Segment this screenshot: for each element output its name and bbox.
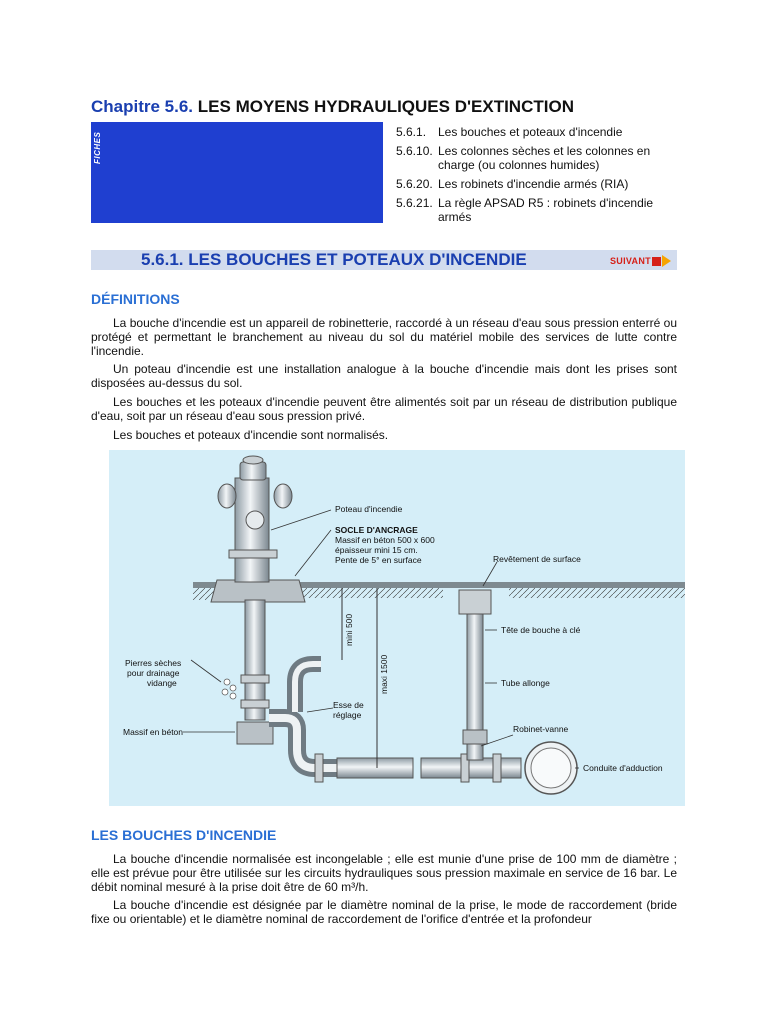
toc-number: 5.6.10. — [396, 144, 433, 158]
label-massif: Massif en béton — [123, 727, 184, 737]
toc-text: Les bouches et poteaux d'incendie — [438, 125, 623, 139]
next-button[interactable] — [610, 255, 671, 267]
label-socle-line-3: Pente de 5° en surface — [335, 555, 422, 565]
toc-text: La règle APSAD R5 : robinets d'incendie armés — [438, 196, 654, 224]
fiches-label: FICHES — [93, 131, 102, 164]
label-pierres-line-3: vidange — [147, 678, 177, 688]
label-robinet: Robinet-vanne — [513, 724, 569, 734]
toc-text: Les colonnes sèches et les colonnes en charge (ou colonnes humides) — [438, 144, 651, 172]
definition-paragraph: Les bouches et les poteaux d'incendie peuvent être alimentés soit par un réseau de distribution publique d'eau, soit par un réseau d'eau sous pression privé. — [91, 395, 677, 423]
underground-riser — [222, 600, 273, 744]
supply-pipe-end — [525, 742, 577, 794]
label-socle-line-1: Massif en béton 500 x 600 — [335, 535, 435, 545]
next-square-icon — [652, 257, 661, 266]
chapter-title — [91, 97, 574, 117]
toc-number: 5.6.20. — [396, 177, 433, 191]
label-esse-line-1: Esse de — [333, 700, 364, 710]
label-tete: Tête de bouche à clé — [501, 625, 581, 635]
label-conduite: Conduite d'adduction — [583, 763, 663, 773]
key-box — [459, 590, 491, 760]
label-revetement: Revêtement de surface — [493, 554, 581, 564]
toc-item[interactable] — [396, 177, 686, 191]
label-pierres-line-1: Pierres sèches — [125, 658, 182, 668]
label-poteau: Poteau d'incendie — [335, 504, 403, 514]
toc-number: 5.6.21. — [396, 196, 433, 210]
bouches-paragraph: La bouche d'incendie normalisée est incongelable ; elle est munie d'une prise de 100 mm de diamètre ; elle est prévue pour être utilisée sur les circuits hydrauliques sous pression maximale en service de 16 bar. Le débit nominal mesuré à la prise doit être de 60 m³/h. — [91, 852, 677, 894]
toc-item[interactable] — [396, 196, 686, 224]
label-maxi: maxi 1500 — [379, 654, 389, 694]
definition-paragraph: Les bouches et poteaux d'incendie sont normalisés. — [113, 428, 389, 442]
next-arrow-icon — [662, 255, 671, 267]
anchor-base — [211, 580, 305, 602]
hydrant-diagram — [109, 450, 685, 806]
bouches-heading: LES BOUCHES D'INCENDIE — [91, 827, 277, 843]
toc-item[interactable] — [396, 144, 686, 172]
bouches-paragraph: La bouche d'incendie est désignée par le diamètre nominal de la prise, le mode de raccordement (bride fixe ou orientable) et le diamètre nominal de raccordement de l'orifice d'entrée et la profondeur — [91, 898, 677, 926]
chapter-name: LES MOYENS HYDRAULIQUES D'EXTINCTION — [197, 97, 574, 116]
definition-paragraph: Un poteau d'incendie est une installation analogue à la bouche d'incendie mais dont les prises sont disposées au-dessus du sol. — [91, 362, 677, 390]
label-socle-line-2: épaisseur mini 15 cm. — [335, 545, 418, 555]
hydrant-diagram-svg — [109, 450, 685, 806]
definitions-heading: DÉFINITIONS — [91, 291, 180, 307]
label-tube: Tube allonge — [501, 678, 550, 688]
hydrant-post-icon — [218, 456, 292, 582]
supply-pipe — [315, 754, 549, 782]
toc-item[interactable] — [396, 125, 686, 139]
adjusting-bend — [269, 664, 339, 768]
chapter-banner — [91, 122, 383, 223]
definition-paragraph: La bouche d'incendie est un appareil de robinetterie, raccordé à un réseau d'eau sous pression enterré ou protégé et permettant le branchement au niveau du sol du matériel mobile des services de lutte contre l'incendie. — [91, 316, 677, 358]
toc-text: Les robinets d'incendie armés (RIA) — [438, 177, 629, 191]
toc-number: 5.6.1. — [396, 125, 427, 139]
label-mini: mini 500 — [344, 613, 354, 646]
label-socle: SOCLE D'ANCRAGE — [335, 525, 418, 535]
table-of-contents — [396, 125, 686, 229]
section-title: 5.6.1. LES BOUCHES ET POTEAUX D'INCENDIE — [141, 250, 527, 269]
next-label: SUIVANT — [610, 256, 651, 266]
label-pierres-line-2: pour drainage — [127, 668, 180, 678]
label-esse-line-2: réglage — [333, 710, 362, 720]
chapter-number: Chapitre 5.6. — [91, 97, 194, 116]
